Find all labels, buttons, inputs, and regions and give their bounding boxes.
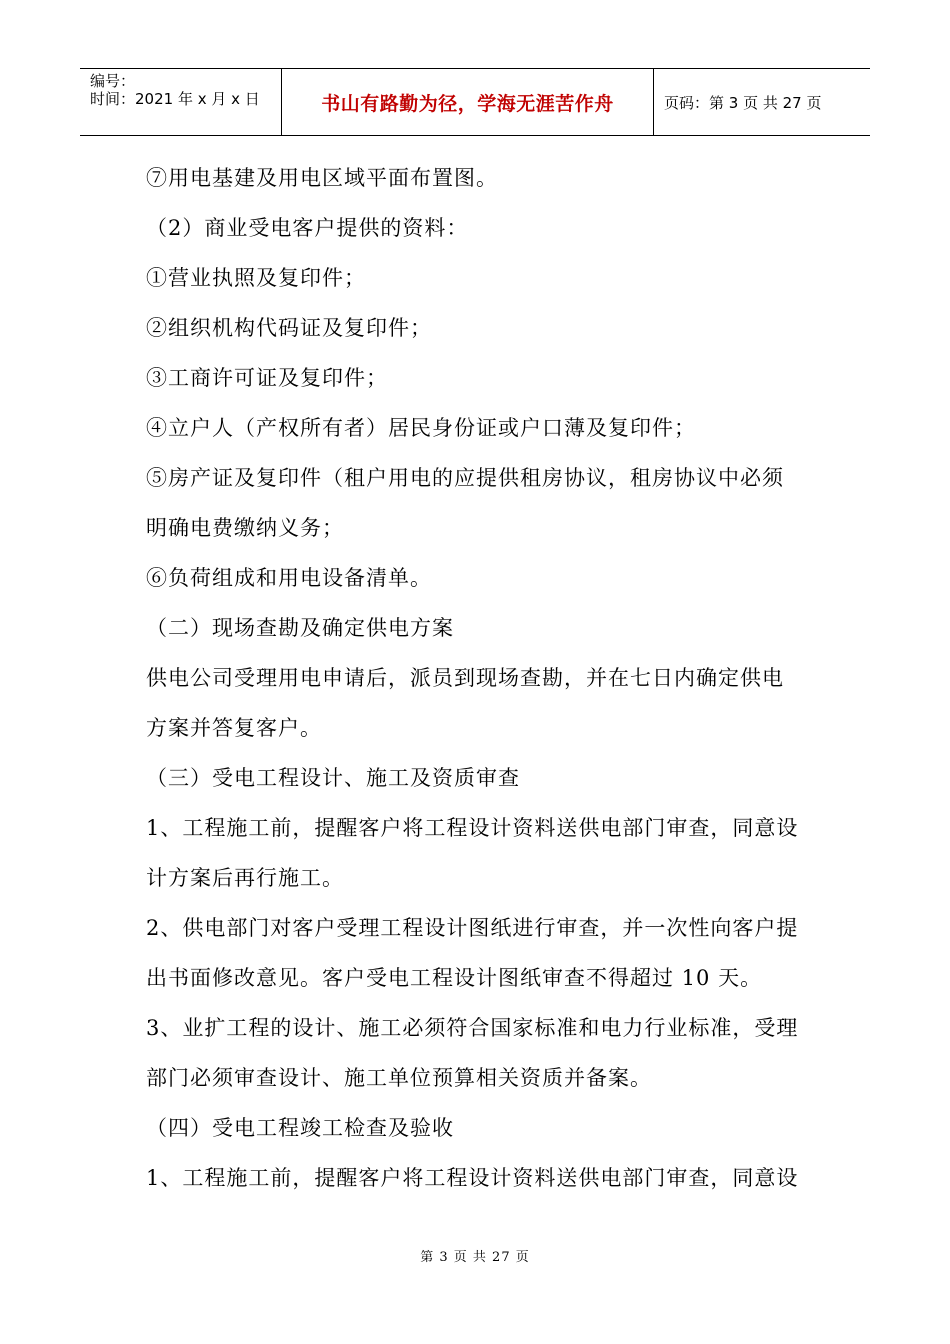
document-number-label: 编号： xyxy=(90,72,136,90)
section-heading: （三）受电工程设计、施工及资质审查 xyxy=(146,766,520,790)
body-line: ⑦用电基建及用电区域平面布置图。 xyxy=(146,166,498,190)
body-line: ④立户人（产权所有者）居民身份证或户口薄及复印件； xyxy=(146,416,696,440)
body-line: 明确电费缴纳义务； xyxy=(146,516,344,540)
body-line: ⑤房产证及复印件（租户用电的应提供租房协议，租房协议中必须 xyxy=(146,466,784,490)
body-line: 计方案后再行施工。 xyxy=(146,866,344,890)
page-footer: 第 3 页 共 27 页 xyxy=(420,1250,530,1265)
body-line: （2）商业受电客户提供的资料： xyxy=(146,216,469,240)
body-line: ⑥负荷组成和用电设备清单。 xyxy=(146,566,432,590)
body-line: ①营业执照及复印件； xyxy=(146,266,366,290)
header-meta xyxy=(80,69,282,135)
body-line: 方案并答复客户。 xyxy=(146,716,322,740)
body-line: 1、工程施工前，提醒客户将工程设计资料送供电部门审查，同意设 xyxy=(146,816,799,840)
section-heading: （四）受电工程竣工检查及验收 xyxy=(146,1116,454,1140)
document-date: 时间：2021 年 x 月 x 日 xyxy=(90,90,260,108)
header-motto: 书山有路勤为径，学海无涯苦作舟 xyxy=(282,69,654,135)
body-line: ③工商许可证及复印件； xyxy=(146,366,388,390)
page-header xyxy=(80,68,870,136)
section-heading: （二）现场查勘及确定供电方案 xyxy=(146,616,454,640)
header-page-info: 页码：第 3 页 共 27 页 xyxy=(664,93,822,112)
body-line: ②组织机构代码证及复印件； xyxy=(146,316,432,340)
body-line: 出书面修改意见。客户受电工程设计图纸审查不得超过 10 天。 xyxy=(146,966,763,990)
body-line: 供电公司受理用电申请后，派员到现场查勘，并在七日内确定供电 xyxy=(146,666,784,690)
body-line: 1、工程施工前，提醒客户将工程设计资料送供电部门审查，同意设 xyxy=(146,1166,799,1190)
body-line: 3、业扩工程的设计、施工必须符合国家标准和电力行业标准，受理 xyxy=(146,1016,799,1040)
body-line: 部门必须审查设计、施工单位预算相关资质并备案。 xyxy=(146,1066,652,1090)
body-line: 2、供电部门对客户受理工程设计图纸进行审查，并一次性向客户提 xyxy=(146,916,799,940)
